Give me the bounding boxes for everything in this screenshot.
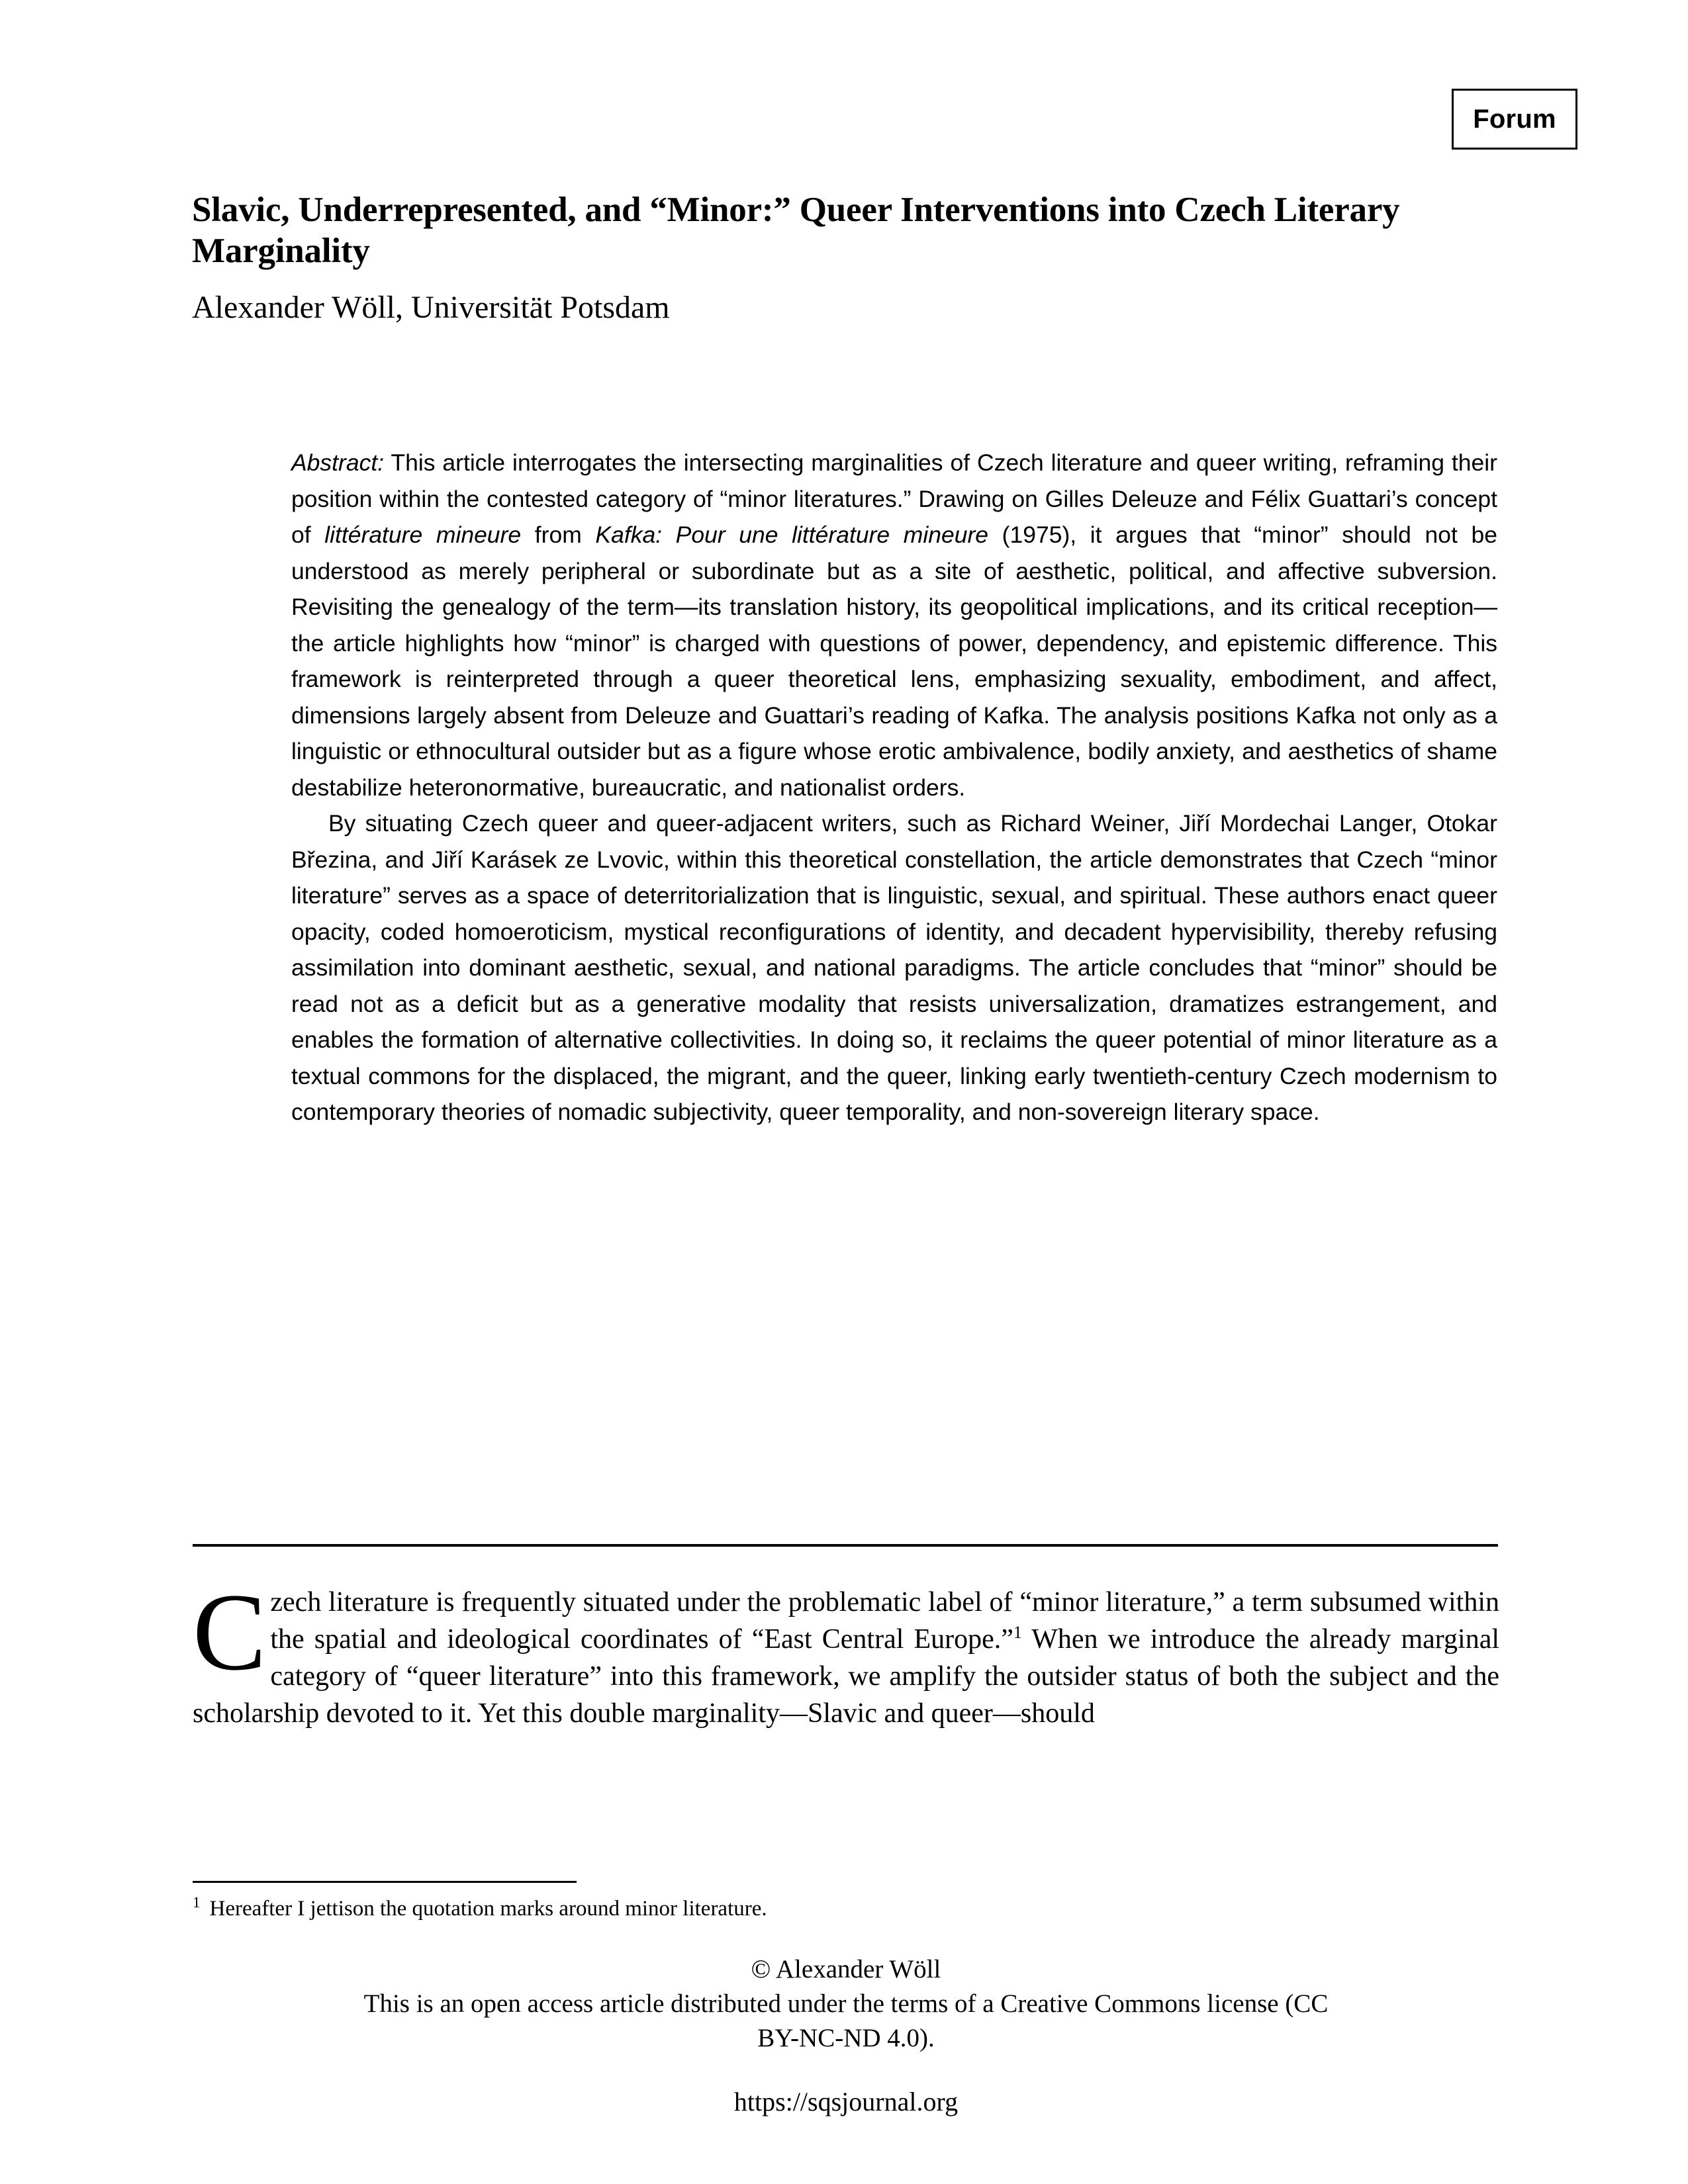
footnote-block <box>193 1894 1499 1923</box>
author-affiliation: Alexander Wöll, Universität Potsdam <box>192 290 670 325</box>
body-text-part-1: zech literature is frequently situated under the problematic label of “minor literature,” a term subsumed within the spatial and ideological coordinates of “East Central Europe.” <box>270 1587 1499 1655</box>
forum-badge <box>1452 89 1577 150</box>
page-title: Slavic, Underrepresented, and “Minor:” Queer Interventions into Czech Literary Marginality <box>192 191 1400 270</box>
journal-url[interactable] <box>193 2085 1499 2119</box>
body-text-part-2: When we introduce the already marginal category of “queer literature” into this framework, we amplify the outsider status of both the subject and the scholarship devoted to it. Yet this double marginality—Slavic and queer—should <box>193 1624 1500 1729</box>
footnote-reference-1[interactable]: 1 <box>1013 1623 1022 1642</box>
drop-cap: C <box>193 1571 267 1694</box>
footnote-text: Hereafter I jettison the quotation marks around minor literature. <box>209 1897 767 1921</box>
forum-badge-label: Forum <box>1473 104 1556 134</box>
license-line-1: This is an open access article distributed under the terms of a Creative Commons license (CC <box>363 1989 1329 2018</box>
abstract-italic-2: Kafka: Pour une littérature mineure <box>595 522 989 548</box>
body-paragraph-1 <box>193 1571 1500 1732</box>
abstract-text-1a: This article interrogates the intersecting marginalities of Czech literature and queer writing, reframing their position within the contested category of “minor literatures.” Drawing on Gilles Deleuze and Félix Guattari’s concept of <box>291 449 1497 548</box>
title-block <box>192 189 1423 327</box>
license-block <box>193 1952 1499 2056</box>
abstract-block <box>291 445 1497 1130</box>
abstract-italic-1: littérature mineure <box>324 522 522 548</box>
copyright-line: © Alexander Wöll <box>751 1955 941 1983</box>
license-line-2: BY-NC-ND 4.0). <box>757 2024 935 2052</box>
abstract-text-1b: from <box>521 522 596 548</box>
section-divider <box>193 1544 1498 1547</box>
footnote-divider <box>193 1881 577 1883</box>
footnote-marker: 1 <box>193 1894 201 1911</box>
journal-url-text[interactable]: https://sqsjournal.org <box>733 2087 959 2116</box>
abstract-label: Abstract: <box>291 449 385 476</box>
abstract-paragraph-1 <box>291 445 1497 805</box>
abstract-text-1c: (1975), it argues that “minor” should not be understood as merely peripheral or subordinate but as a site of aesthetic, political, and affective subversion. Revisiting the genealogy of the term—its translation history, its geopolitical implications, and its critical reception—the article highlights how “minor” is charged with questions of power, dependency, and epistemic difference. This framework is reinterpreted through a queer theoretical lens, emphasizing sexuality, embodiment, and affect, dimensions largely absent from Deleuze and Guattari’s reading of Kafka. The analysis positions Kafka not only as a linguistic or ethnocultural outsider but as a figure whose erotic ambivalence, bodily anxiety, and aesthetics of shame destabilize heteronormative, bureaucratic, and nationalist orders. <box>291 522 1497 801</box>
abstract-paragraph-2: By situating Czech queer and queer-adjacent writers, such as Richard Weiner, Jiří Mordechai Langer, Otokar Březina, and Jiří Karásek ze Lvovic, within this theoretical constellation, the article demonstrates that Czech “minor literature” serves as a space of deterritorialization that is linguistic, sexual, and spiritual. These authors enact queer opacity, coded homoeroticism, mystical reconfigurations of identity, and decadent hypervisibility, thereby refusing assimilation into dominant aesthetic, sexual, and national paradigms. The article concludes that “minor” should be read not as a deficit but as a generative modality that resists universalization, dramatizes estrangement, and enables the formation of alternative collectivities. In doing so, it reclaims the queer potential of minor literature as a textual commons for the displaced, the migrant, and the queer, linking early twentieth-century Czech modernism to contemporary theories of nomadic subjectivity, queer temporality, and non-sovereign literary space. <box>291 810 1497 1125</box>
body-block <box>193 1571 1500 1732</box>
